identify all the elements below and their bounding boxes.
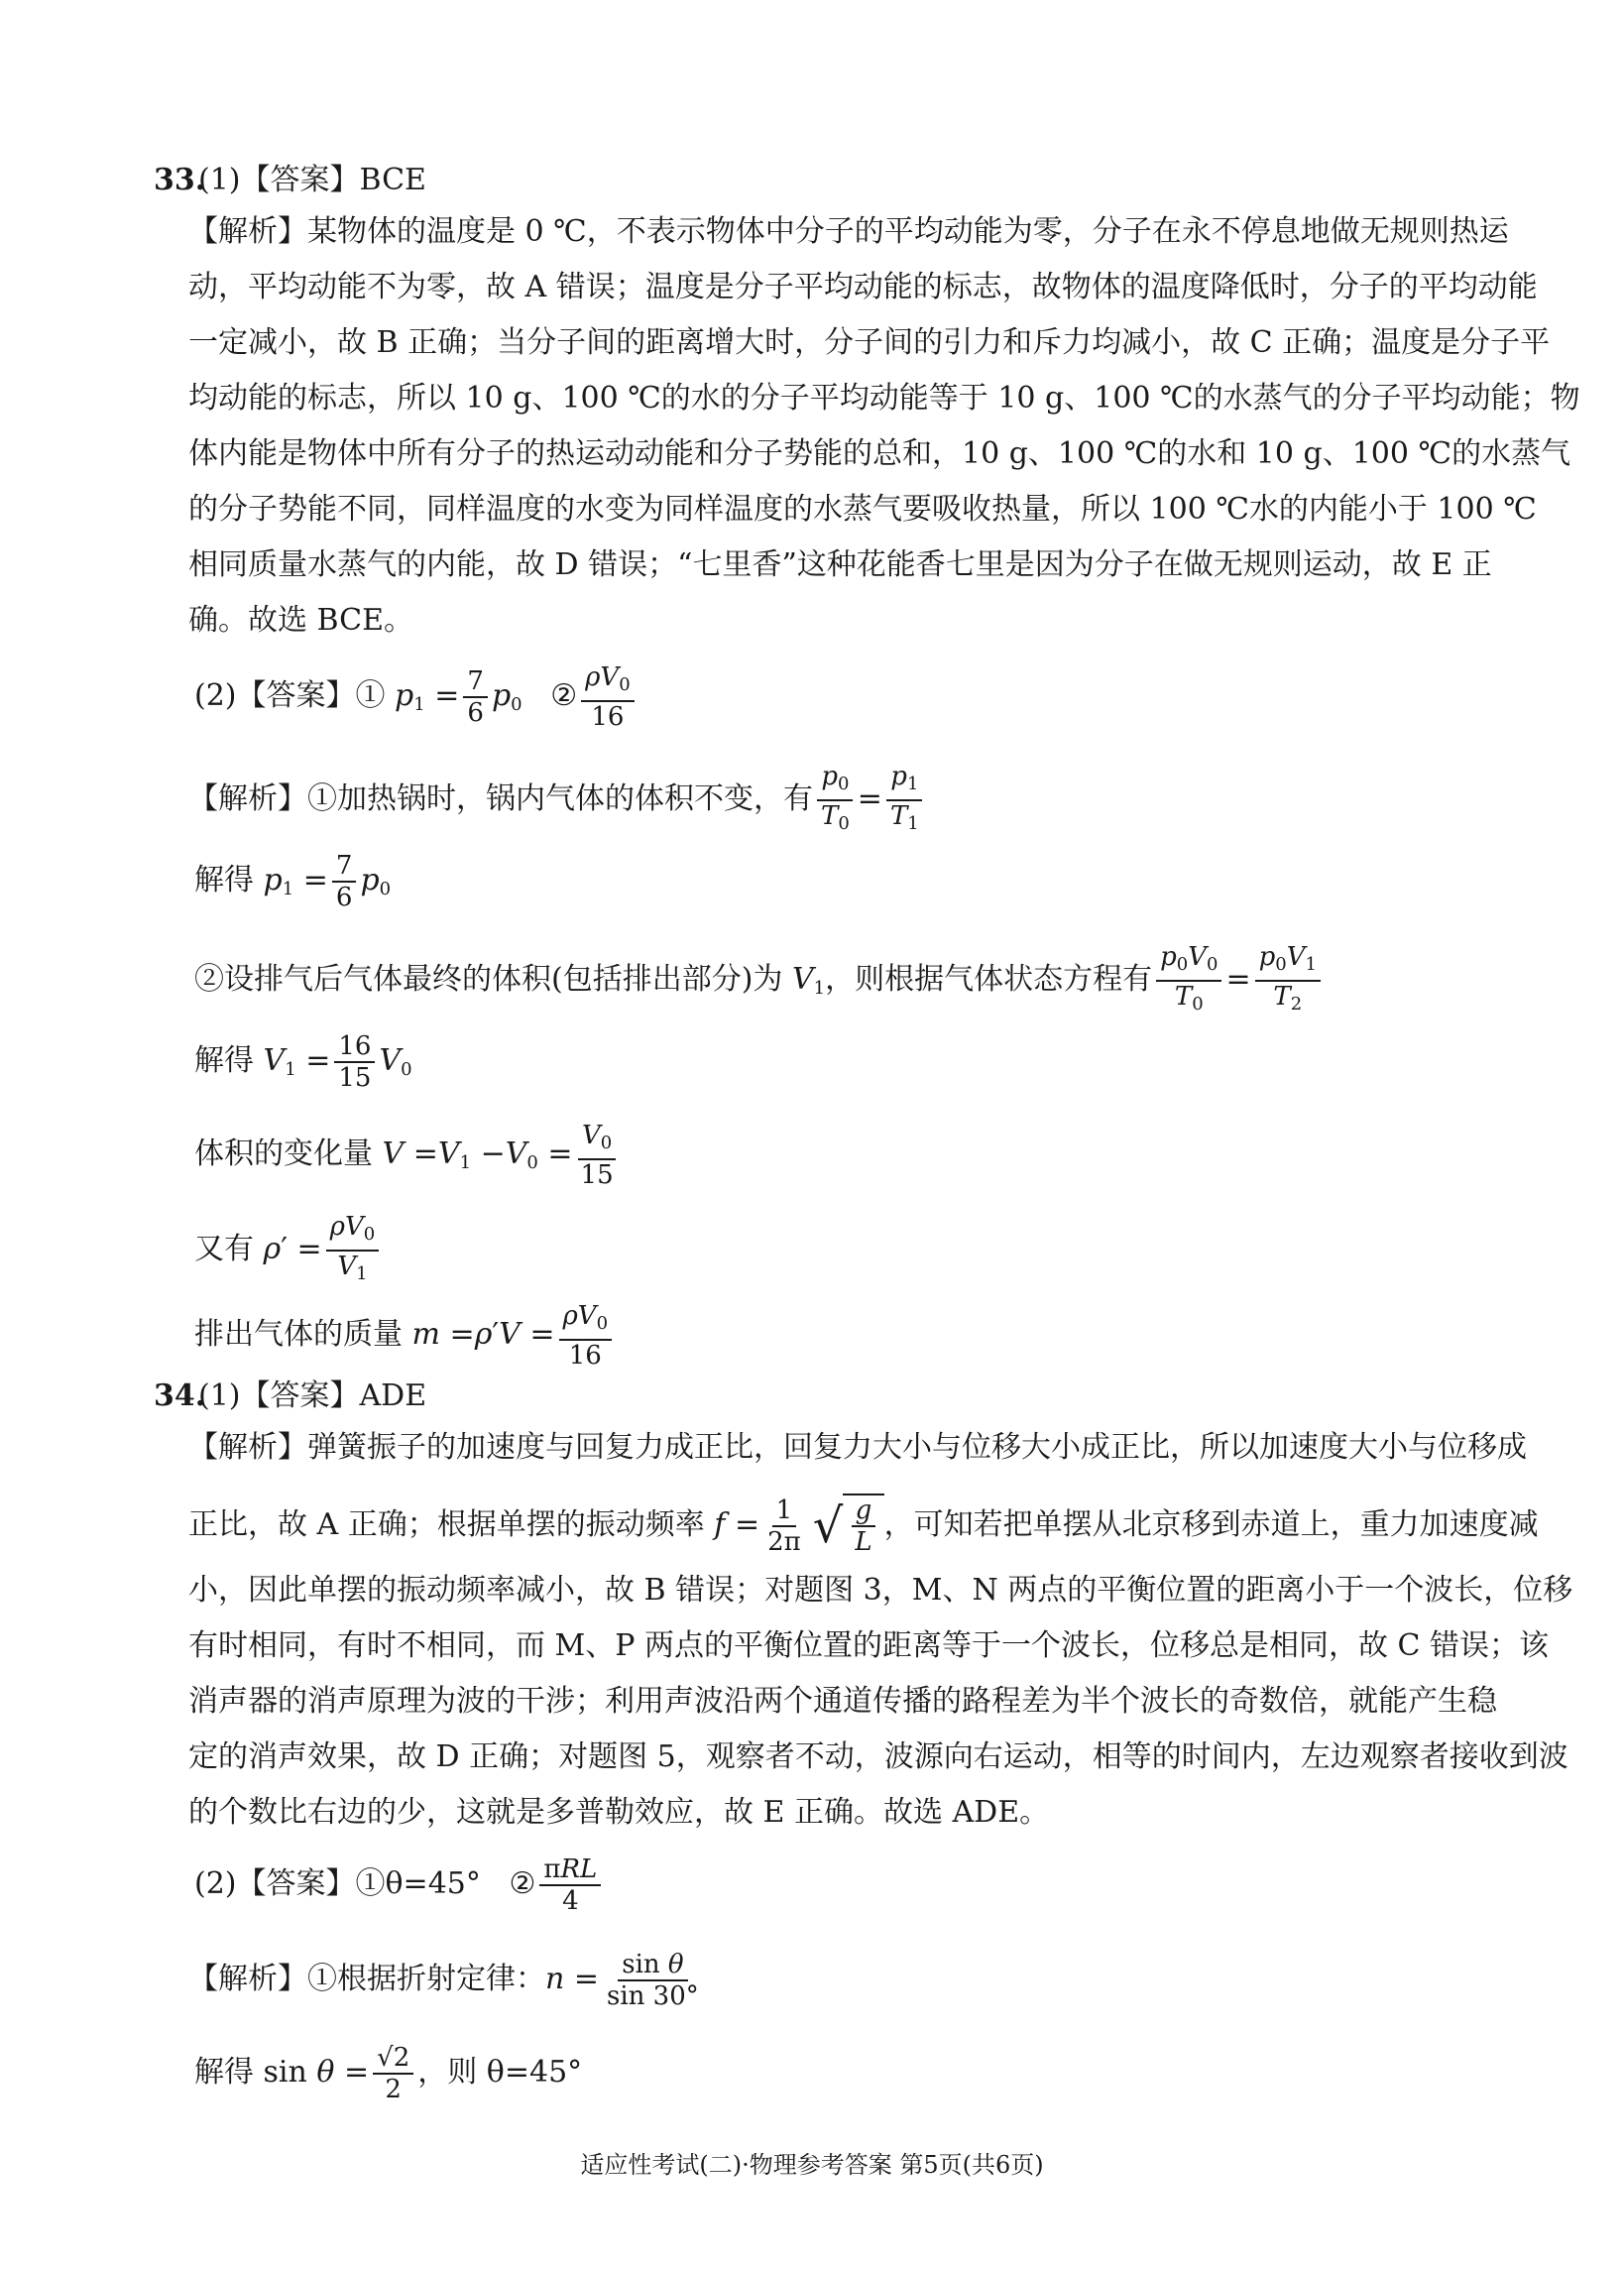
q33-analysis2-step1: 【解析】①加热锅时，锅内气体的体积不变，有 $\frac{p_0}{T_0}$ = $\frac{p_1}{T_1}$ <box>188 762 927 839</box>
q33-analysis-line-8: 确。故选 BCE。 <box>188 603 413 638</box>
q33-analysis-line-4: 均动能的标志，所以 10 g、100 ℃的水的分子平均动能等于 10 g、100 ℃的水蒸气的分子平均动能；物 <box>188 381 1580 416</box>
q34-analysis-line-2: 正比，故 A 正确；根据单摆的振动频率 f = $\frac{1}{2\pi}$ √ $\frac{g}{L}$ ，可知若把单摆从北京移到赤道上，重力加速度减 <box>188 1495 1539 1557</box>
q34-part2-answer: (2)【答案】①θ=45° ② $\frac{\text{πRL}}{4}$ <box>194 1854 605 1916</box>
q33-part1-answer: (1)【答案】BCE <box>198 163 426 197</box>
q34-part1-answer: (1)【答案】ADE <box>198 1378 427 1413</box>
page-footer: 适应性考试(二)·物理参考答案 第5页(共6页) <box>580 2151 1044 2179</box>
q34-analysis-line-7: 的个数比右边的少，这就是多普勒效应，故 E 正确。故选 ADE。 <box>188 1795 1050 1830</box>
q34-analysis-line-1: 【解析】弹簧振子的加速度与回复力成正比，回复力大小与位移大小成正比，所以加速度大小与位移成 <box>188 1430 1527 1465</box>
q34-solve-theta: 解得 sin θ = $\frac{√2}{2}$ ，则 θ=45° <box>194 2043 583 2104</box>
q33-analysis-line-1: 【解析】某物体的温度是 0 ℃，不表示物体中分子的平均动能为零，分子在永不停息地做无规则热运 <box>188 214 1509 249</box>
q33-volume-change: 体积的变化量 $V =V_1 -V_0$ = $\frac{V_0}{15}$ <box>194 1121 622 1190</box>
q33-analysis-line-7: 相同质量水蒸气的内能，故 D 错误；“七里香”这种花能香七里是因为分子在做无规则运动，故 E 正 <box>188 547 1492 582</box>
q34-analysis-line-5: 消声器的消声原理为波的干涉；利用声波沿两个通道传播的路程差为半个波长的奇数倍，就能产生稳 <box>188 1684 1497 1719</box>
q33-density: 又有 ρ′ = $\frac{\rho V_0}{V_1}$ <box>194 1212 383 1289</box>
question-number-34: 34. <box>154 1378 206 1413</box>
q33-analysis-line-6: 的分子势能不同，同样温度的水变为同样温度的水蒸气要吸收热量，所以 100 ℃水的内能小于 100 ℃ <box>188 492 1537 527</box>
q33-solve-v1: 解得 $V_1$ = $\frac{16}{15}$ $V_0$ <box>194 1031 412 1093</box>
q33-analysis-line-5: 体内能是物体中所有分子的热运动动能和分子势能的总和，10 g、100 ℃的水和 10 g、100 ℃的水蒸气 <box>188 436 1571 471</box>
q33-analysis2-step2: ②设排气后气体最终的体积(包括排出部分)为 $V_1$，则根据气体状态方程有 $\frac{p_0V_0}{T_0}$ = $\frac{p_0V_1}{T_2}$ <box>194 942 1325 1019</box>
q33-mass: 排出气体的质量 m =ρ′V = $\frac{\rho V_0}{16}$ <box>194 1301 616 1371</box>
q33-solve-p1: 解得 $p_1$ = $\frac{7}{6}$ $p_0$ <box>194 851 392 912</box>
q33-part2-answer: (2)【答案】① $p_1$ = $\frac{7}{6}$ $p_0$ ② $\frac{\rho V_0}{16}$ <box>194 662 638 732</box>
q34-analysis-line-6: 定的消声效果，故 D 正确；对题图 5，观察者不动，波源向右运动，相等的时间内，左边观察者接收到波 <box>188 1739 1568 1774</box>
q33-analysis-line-2: 动，平均动能不为零，故 A 错误；温度是分子平均动能的标志，故物体的温度降低时，分子的平均动能 <box>188 270 1538 304</box>
q34-analysis-line-4: 有时相同，有时不相同，而 M、P 两点的平衡位置的距离等于一个波长，位移总是相同，故 C 错误；该 <box>188 1628 1550 1663</box>
question-number-33: 33. <box>154 163 206 197</box>
q33-analysis-line-3: 一定减小，故 B 正确；当分子间的距离增大时，分子间的引力和斥力均减小，故 C 正确；温度是分子平 <box>188 325 1551 360</box>
q34-refraction-law: 【解析】①根据折射定律：n = $\frac{\text{sin θ}}{\sin 30^\circ}$ <box>188 1950 699 2011</box>
q34-analysis-line-3: 小，因此单摆的振动频率减小，故 B 错误；对题图 3，M、N 两点的平衡位置的距离小于一个波长，位移 <box>188 1573 1573 1608</box>
